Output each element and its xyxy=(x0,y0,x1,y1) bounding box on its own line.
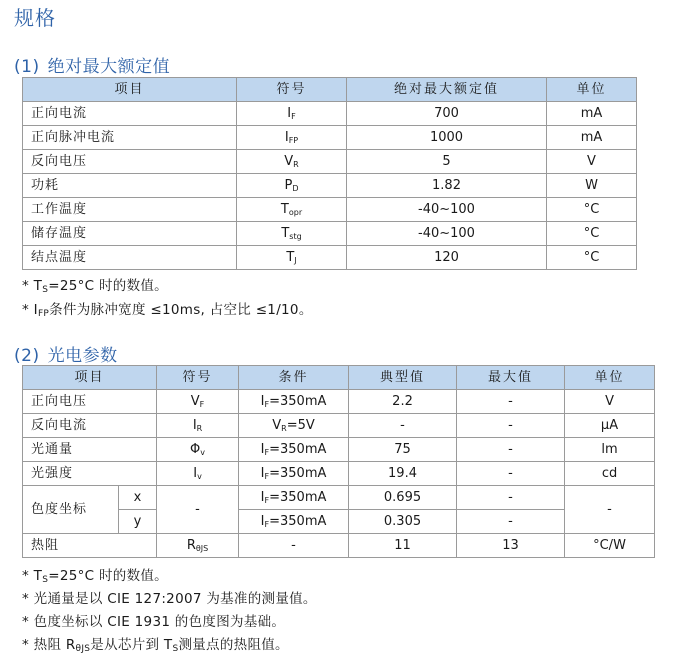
row-condition: - xyxy=(239,534,349,558)
section2-title-text: 光电参数 xyxy=(47,346,118,366)
row-symbol: $R_{\theta JS}$ xyxy=(157,534,239,558)
optoelectronic-params-table xyxy=(22,365,655,558)
row-condition: $I_F=350mA$ xyxy=(239,486,349,510)
table-header-row xyxy=(23,78,637,102)
chroma-symbol: - xyxy=(157,486,239,534)
row-symbol: $I_F$ xyxy=(237,102,347,126)
row-item: 光通量 xyxy=(23,438,157,462)
row-typical: 19.4 xyxy=(349,462,457,486)
table-row xyxy=(23,126,637,150)
absolute-max-ratings-table xyxy=(22,77,637,270)
section1-note-1: * $T_S=25^\circ C$ 时的数值。 xyxy=(22,278,168,295)
table-row xyxy=(23,438,655,462)
row-value: 1.82 xyxy=(347,174,547,198)
row-condition: $I_F=350mA$ xyxy=(239,438,349,462)
header-symbol: 符号 xyxy=(237,78,347,102)
row-symbol: $\Phi_v$ xyxy=(157,438,239,462)
row-item: 结点温度 xyxy=(23,246,237,270)
table-row xyxy=(23,534,655,558)
chroma-x-label: x xyxy=(119,486,157,510)
chroma-unit: - xyxy=(565,486,655,534)
header-unit: 单位 xyxy=(565,366,655,390)
row-symbol: $T_{opr}$ xyxy=(237,198,347,222)
row-item: 反向电压 xyxy=(23,150,237,174)
table-row xyxy=(23,222,637,246)
row-symbol: $P_D$ xyxy=(237,174,347,198)
row-unit: lm xyxy=(565,438,655,462)
table-row xyxy=(23,150,637,174)
row-value: -40~100 xyxy=(347,222,547,246)
row-typical: 11 xyxy=(349,534,457,558)
section2-note-1: * $T_S=25^\circ C$ 时的数值。 xyxy=(22,568,168,585)
row-value: 5 xyxy=(347,150,547,174)
header-symbol: 符号 xyxy=(157,366,239,390)
table-row xyxy=(23,174,637,198)
section2-number: (2) xyxy=(14,346,40,366)
row-item: 正向电流 xyxy=(23,102,237,126)
row-typical: - xyxy=(349,414,457,438)
row-unit: °C/W xyxy=(565,534,655,558)
table-row xyxy=(23,414,655,438)
row-condition: $V_R=5V$ xyxy=(239,414,349,438)
row-item: 反向电流 xyxy=(23,414,157,438)
table-row xyxy=(23,462,655,486)
row-condition: $I_F=350mA$ xyxy=(239,510,349,534)
header-rating: 绝对最大额定值 xyxy=(347,78,547,102)
header-condition: 条件 xyxy=(239,366,349,390)
page-title: 规格 xyxy=(14,6,56,30)
row-value: 700 xyxy=(347,102,547,126)
row-max: - xyxy=(457,390,565,414)
row-symbol: $V_F$ xyxy=(157,390,239,414)
row-unit: °C xyxy=(547,246,637,270)
row-typical: 0.695 xyxy=(349,486,457,510)
table-row xyxy=(23,390,655,414)
row-max: - xyxy=(457,438,565,462)
table-row xyxy=(23,198,637,222)
row-max: - xyxy=(457,486,565,510)
row-unit: mA xyxy=(547,126,637,150)
row-item: 光强度 xyxy=(23,462,157,486)
row-max: - xyxy=(457,414,565,438)
row-item: 正向电压 xyxy=(23,390,157,414)
row-typical: 0.305 xyxy=(349,510,457,534)
row-unit: mA xyxy=(547,102,637,126)
row-symbol: $I_{FP}$ xyxy=(237,126,347,150)
table-row xyxy=(23,246,637,270)
row-typical: 75 xyxy=(349,438,457,462)
table-row xyxy=(23,486,655,510)
section2-note-2: * 光通量是以 CIE 127:2007 为基准的测量值。 xyxy=(22,591,317,607)
row-item: 热阻 xyxy=(23,534,157,558)
header-item: 项目 xyxy=(23,78,237,102)
section1-title-text: 绝对最大额定值 xyxy=(47,57,171,77)
row-symbol: $I_v$ xyxy=(157,462,239,486)
header-typical: 典型值 xyxy=(349,366,457,390)
row-symbol: $T_J$ xyxy=(237,246,347,270)
row-item: 正向脉冲电流 xyxy=(23,126,237,150)
row-unit: °C xyxy=(547,222,637,246)
row-max: 13 xyxy=(457,534,565,558)
section1-number: (1) xyxy=(14,57,40,77)
row-unit: V xyxy=(547,150,637,174)
row-condition: $I_F=350mA$ xyxy=(239,462,349,486)
section2-note-3: * 色度坐标以 CIE 1931 的色度图为基础。 xyxy=(22,614,286,630)
row-value: 1000 xyxy=(347,126,547,150)
row-condition: $I_F=350mA$ xyxy=(239,390,349,414)
row-item: 储存温度 xyxy=(23,222,237,246)
row-value: -40~100 xyxy=(347,198,547,222)
row-unit: °C xyxy=(547,198,637,222)
row-symbol: $V_R$ xyxy=(237,150,347,174)
row-unit: V xyxy=(565,390,655,414)
table-row xyxy=(23,102,637,126)
header-unit: 单位 xyxy=(547,78,637,102)
row-symbol: $T_{stg}$ xyxy=(237,222,347,246)
row-unit: cd xyxy=(565,462,655,486)
row-item: 工作温度 xyxy=(23,198,237,222)
section1-title xyxy=(14,52,170,77)
row-max: - xyxy=(457,510,565,534)
chroma-y-label: y xyxy=(119,510,157,534)
row-item: 功耗 xyxy=(23,174,237,198)
row-value: 120 xyxy=(347,246,547,270)
row-unit: μA xyxy=(565,414,655,438)
row-typical: 2.2 xyxy=(349,390,457,414)
header-max: 最大值 xyxy=(457,366,565,390)
row-max: - xyxy=(457,462,565,486)
row-unit: W xyxy=(547,174,637,198)
table-header-row xyxy=(23,366,655,390)
chroma-item: 色度坐标 xyxy=(23,486,119,534)
row-symbol: $I_R$ xyxy=(157,414,239,438)
section1-note-2: * $I_{FP}$条件为脉冲宽度 ≤10ms, 占空比 ≤1/10。 xyxy=(22,302,313,319)
section2-note-4: * 热阻 $R_{\theta JS}$是从芯片到 $T_S$测量点的热阻值。 xyxy=(22,637,289,654)
header-item: 项目 xyxy=(23,366,157,390)
section2-title xyxy=(14,341,118,366)
